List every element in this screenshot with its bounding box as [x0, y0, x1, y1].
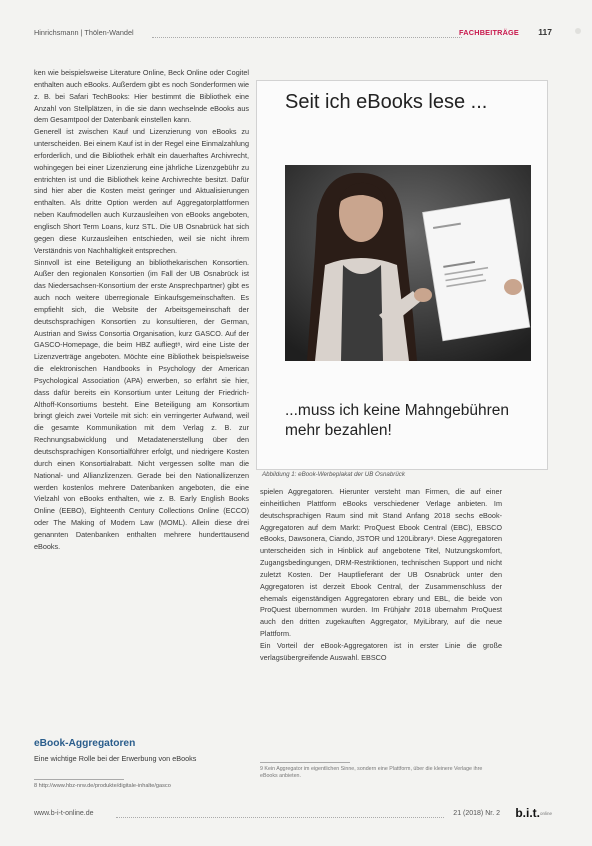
left-paragraph-3: Sinnvoll ist eine Beteiligung an bibliothekarischen Konsortien. Außer den regionalen Konsortien (im Fall der UB Osnabrück ist das Niedersachsen-Konsortium der erste Ansprechpartner) gibt es auch noch weitere überregionale Einkaufsgemeinschaften. Es empfiehlt sich, die Website der Arbeitsgemeinschaft der deutschsprachigen Konsortien zu konsultieren, der German, Austrian and Swiss Consortia Organisation, kurz GASCO. Auf der GASCO-Homepage, die beim HBZ aufliegt⁸, wird eine Liste der Lizenzverträge angeboten. Möchte eine Bibliothek beispielsweise die elektronischen Handbooks in Psychology der American Psychological Association (APA) erwerben, so erfährt sie hier, dass dafür bereits ein Konsortium unter Leitung der Friedrich-Althoff-Konsortiums besteht. Eine Beteiligung am Konsortium bringt gleich zwei Vorteile mit sich: ein verringerter Aufwand, weil die gesamte Kommunikation mit dem Verlag z. B. zur Rechnungsabwicklung und Metadatenerstellung über den deutschsprachigen Konsortialführer erfolgt, und niedrigere Kosten durch einen Konsortialrabatt. Nicht vergessen sollte man die National- und Allianzlizenzen. Gerade bei den Nationallizenzen werden kostenlos mehrere Datenbanken angeboten, die eine Vielzahl von eBooks enthalten, wie z. B. Early English Books Online (EEBO), Eighteenth Century Collections Online (ECCO) oder The Making of Modern Law (MOML). Allein diese drei genannten Datenbanken enthalten mehrere hunderttausend eBooks. — [34, 257, 249, 551]
right-paragraph-2: Ein Vorteil der eBook-Aggregatoren ist in erster Linie die große verlagsübergreifende Auswahl. EBSCO — [260, 640, 502, 662]
woman-holding-sign-illustration — [285, 165, 531, 361]
footer-url: www.b-i-t-online.de — [34, 810, 94, 817]
header-section: FACHBEITRÄGE — [459, 28, 519, 37]
left-column — [34, 67, 249, 553]
right-paragraph-1: spielen Aggregatoren. Hierunter versteht man Firmen, die auf einer einheitlichen Plattform eBooks verschiedener Verlage anbieten. Im deutschsprachigen Raum sind mit Stand Anfang 2018 sechs eBook-Aggregatoren auf dem Markt: ProQuest Ebook Central (EBC), EBSCO eBooks, Dawsonera, Ciando, JSTOR und 120Library⁹. Diese Aggregatoren unterscheiden sich in Hinblick auf angebotene Titel, Nutzungskomfort, Zugangsbedingungen, DRM-Restriktionen, technischen Support und nicht zuletzt Kosten. Der Hauptlieferant der UB Osnabrück unter den Aggregatoren ist derzeit Ebook Central, der Zusammenschluss der ehemals eigenständigen Aggregatoren ebrary und EBL, die beide von ProQuest übernommen wurden. Im Frühjahr 2018 übernahm ProQuest auch den dritten zugekauften Aggregator, MyiLibrary, auf die neue Plattform. — [260, 487, 502, 639]
punch-hole-mark — [575, 28, 581, 34]
footer-dotted-rule — [116, 817, 444, 818]
right-column — [260, 486, 502, 664]
page-number: 117 — [538, 27, 552, 37]
left-paragraph-after-heading: Eine wichtige Rolle bei der Erwerbung von eBooks — [34, 754, 197, 763]
figure-caption: Abbildung 1: eBook-Werbeplakat der UB Osnabrück — [262, 471, 405, 478]
footnote-left: 8 http://www.hbz-nrw.de/produkte/digitale-inhalte/gasco — [34, 783, 171, 789]
poster-top-text: Seit ich eBooks lese ... — [285, 91, 488, 113]
left-paragraph-1: ken wie beispielsweise Literature Online, Beck Online oder Cogitel enthalten auch eBooks. Außerdem gibt es noch Sonderformen wie z. B. bei Safari TechBooks: Hier bestimmt die Bibliothek eine Anzahl von Stellplätzen, in die sie dann wechselnde eBooks aus dem Gesamtpool der Datenbank einstellen kann. — [34, 68, 249, 125]
footer-issue: 21 (2018) Nr. 2 — [453, 810, 500, 817]
header-authors: Hinrichsmann | Thölen-Wandel — [34, 28, 134, 37]
header-dotted-rule — [152, 37, 462, 38]
footnote-rule-right — [260, 762, 350, 763]
section-heading: eBook-Aggregatoren — [34, 738, 136, 749]
bit-logo-sub: online — [539, 811, 552, 816]
footnote-rule-left — [34, 779, 124, 780]
footnote-right: 9 Kein Aggregator im eigentlichen Sinne, sondern eine Plattform, über die kleinere Verlage ihre eBooks anbieten. — [260, 766, 483, 780]
poster-photo — [285, 165, 531, 361]
poster-bottom-text: ...muss ich keine Mahngebühren mehr bezahlen! — [285, 402, 510, 439]
bit-logo: b.i.t. — [515, 806, 540, 820]
running-header — [34, 28, 552, 40]
left-paragraph-2: Generell ist zwischen Kauf und Lizenzierung von eBooks zu unterscheiden. Bei einem Kauf ist in der Regel eine Einmalzahlung erforderlich, und die Bibliothek erhält ein dauerhaftes Archivrecht, wohingegen bei einer Lizenzierung eine jährliche Lizenzgebühr zu entrichten ist und die Bibliothek keine Archivrechte besitzt. Dafür sind hier aber die Kosten meist geringer und Aktualisierungen enthalten. Als dritte Option werden auf Aggregatorplattformen neben Kaufmodellen auch Kurzausleihen von eBooks angeboten, englisch Short Term Loans, kurz STL. Die UB Osnabrück hat sich gegen diese Kurzausleihen entschieden, weil sie nicht ihrem Verständnis von Nachhaltigkeit entsprechen. — [34, 127, 249, 255]
poster-figure — [256, 80, 548, 470]
